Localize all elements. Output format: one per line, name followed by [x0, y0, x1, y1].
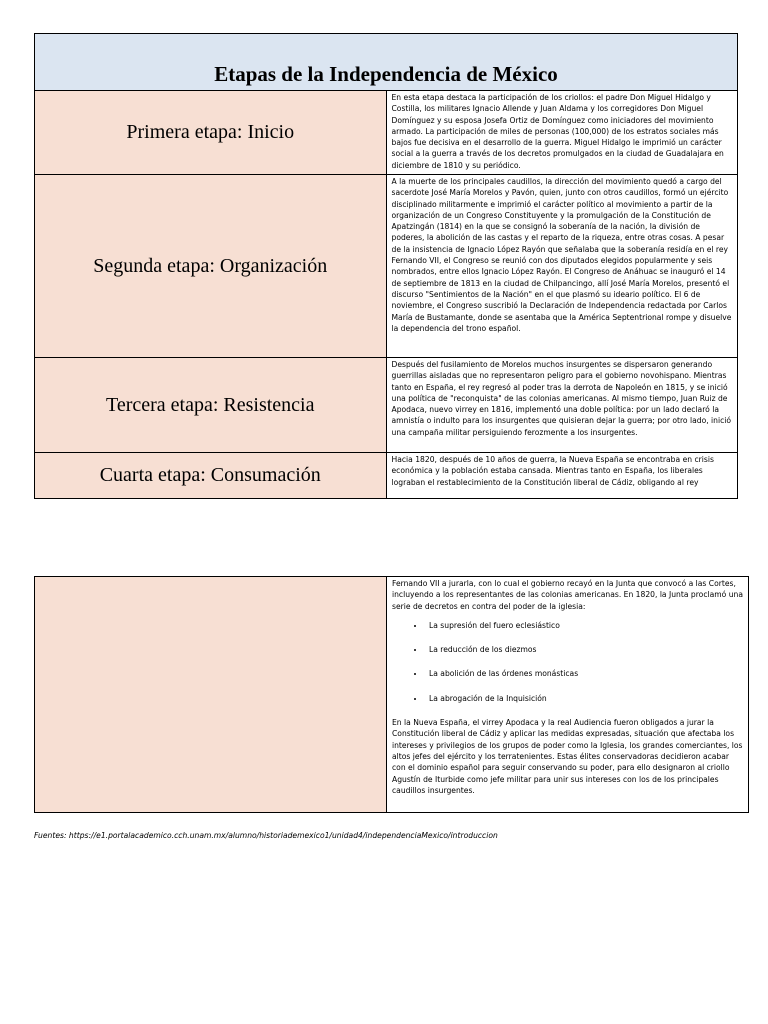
- source-citation: Fuentes: https://e1.portalacademico.cch.unam.mx/alumno/historiademexico1/unidad4/independenciaMexico/introduccion: [34, 831, 498, 840]
- continuation-text-cell: [387, 577, 749, 813]
- stage-text-2: A la muerte de los principales caudillos, la dirección del movimiento quedó a cargo del sacerdote José María Morelos y Pavón, quien, junto con otros caudillos, formó un ejército disciplinado militarmente e imprimió el carácter político al movimiento a partir de la organización de un Congreso Constituyente y la promulgación de la Constitución de Apatzingán (1814) en la que se consignó la soberanía de la nación, la división de poderes, la abolición de las castas y el reparto de la riqueza, entre otras cosas. A pesar de la insistencia de Ignacio López Rayón que señalaba que la soberanía residía en el rey Fernando VII, el Congreso se reunió con dos diputados elegidos popularmente y seis nombrados, entre ellos Ignacio López Rayón. El Congreso de Anáhuac se inauguró el 14 de septiembre de 1813 en la ciudad de Chilpancingo, allí José María Morelos, presentó el discurso "Sentimientos de la Nación" en el que plasmó su ideario político. El 6 de noviembre, el Congreso suscribió la Declaración de Independencia redactada por Carlos María de Bustamante, donde se asentaba que la América Septentrional rompe y disuelve la dependencia del trono español.: [386, 175, 738, 358]
- stage-text-4: Hacia 1820, después de 10 años de guerra, la Nueva España se encontraba en crisis económica y la población estaba cansada. Mientras tanto en España, los liberales lograban el restablecimiento de la Constitución liberal de Cádiz, obligando al rey: [386, 453, 738, 499]
- decree-list: [392, 620, 744, 704]
- stage-name-4: Cuarta etapa: Consumación: [35, 453, 387, 499]
- continuation-closing: En la Nueva España, el virrey Apodaca y la real Audiencia fueron obligados a jurar la Constitución liberal de Cádiz y aplicar las medidas expresadas, situación que afectaba los intereses y privilegios de los grupos de poder como la Iglesia, los grandes comerciantes, los altos jefes del ejército y los terratenientes. Estas élites conservadoras decidieron acabar con el dominio español para seguir conservando su poder, para ello designaron al criollo Agustín de Iturbide como jefe militar para unir sus intereses con los de los principales caudillos insurgentes.: [392, 718, 743, 795]
- continuation-empty-cell: [35, 577, 387, 813]
- list-item: • La abolición de las órdenes monásticas: [425, 668, 744, 679]
- list-item: • La reducción de los diezmos: [425, 644, 744, 655]
- stages-table: [34, 33, 738, 499]
- table-row: [35, 175, 738, 358]
- stage-name-1: Primera etapa: Inicio: [35, 91, 387, 175]
- list-item: • La abrogación de la Inquisición: [425, 693, 744, 704]
- table-row: [35, 358, 738, 453]
- stage-text-1: En esta etapa destaca la participación de los criollos: el padre Don Miguel Hidalgo y Costilla, los militares Ignacio Allende y Juan Aldama y los corregidores Don Miguel Domínguez y su esposa Josefa Ortiz de Domínguez como iniciadores del movimiento armado. La participación de miles de personas (100,000) de los estratos sociales más bajos fue decisiva en el desarrollo de la guerra. Miguel Hidalgo le imprimió un carácter social a la guerra a través de los decretos promulgados en la ciudad de Guadalajara en diciembre de 1810 y su periódico.: [386, 91, 738, 175]
- stage-name-2: Segunda etapa: Organización: [35, 175, 387, 358]
- title-cell: [35, 34, 738, 91]
- continuation-table: [34, 576, 749, 813]
- table-row: [35, 577, 749, 813]
- stage-text-3: Después del fusilamiento de Morelos muchos insurgentes se dispersaron generando guerrillas aisladas que no representaron peligro para el gobierno novohispano. Mientras tanto en España, el rey regresó al poder tras la derrota de Napoleón en 1815, y se inició una política de "reconquista" de las colonias americanas. Al mismo tiempo, Juan Ruiz de Apodaca, nuevo virrey en 1816, implementó una doble política: por un lado declaró la amnistía o indulto para los insurgentes que quisieran dejar la guerra; por otro lado, inició una campaña militar persiguiendo ferozmente a los insurgentes.: [386, 358, 738, 453]
- list-item: • La supresión del fuero eclesiástico: [425, 620, 744, 631]
- continuation-intro: Fernando VII a jurarla, con lo cual el gobierno recayó en la Junta que convocó a las Cortes, incluyendo a los representantes de las colonias americanas. En 1820, la Junta proclamó una serie de decretos en contra del poder de la iglesia:: [392, 579, 744, 611]
- table-row: [35, 91, 738, 175]
- table-row: [35, 453, 738, 499]
- stage-name-3: Tercera etapa: Resistencia: [35, 358, 387, 453]
- page-title: Etapas de la Independencia de México: [214, 62, 558, 86]
